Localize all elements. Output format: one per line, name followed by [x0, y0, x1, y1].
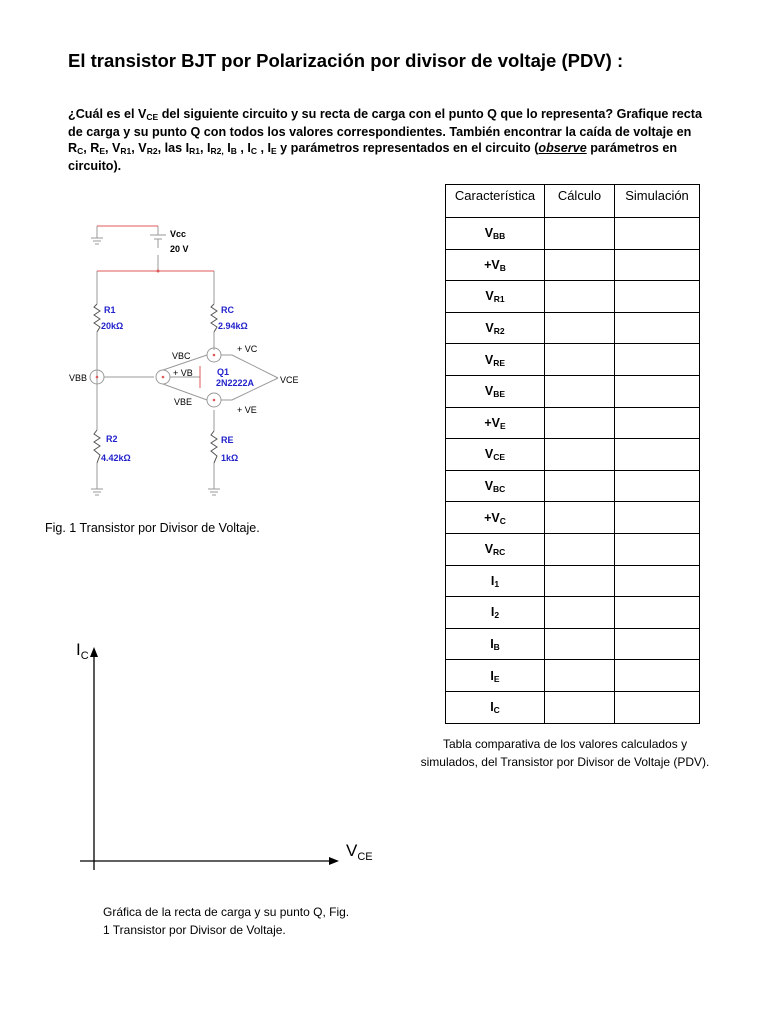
table-row	[446, 312, 700, 344]
simulacion-cell[interactable]	[615, 439, 700, 471]
table-row	[446, 565, 700, 597]
simulacion-cell[interactable]	[615, 218, 700, 250]
graph-caption: Gráfica de la recta de carga y su punto Q, Fig. 1 Transistor por Divisor de Voltaje.	[103, 905, 350, 937]
vce-label: VCE	[280, 375, 299, 385]
table-row	[446, 691, 700, 723]
simulacion-cell[interactable]	[615, 660, 700, 692]
simulacion-cell[interactable]	[615, 470, 700, 502]
calculo-cell[interactable]	[545, 249, 615, 281]
table-row	[446, 439, 700, 471]
calculo-cell[interactable]	[545, 439, 615, 471]
table-row	[446, 344, 700, 376]
calculo-cell[interactable]	[545, 691, 615, 723]
table-row	[446, 628, 700, 660]
comparison-table	[445, 184, 700, 724]
calculo-cell[interactable]	[545, 628, 615, 660]
simulacion-cell[interactable]	[615, 597, 700, 629]
simulacion-cell[interactable]	[615, 407, 700, 439]
page-title: El transistor BJT por Polarización por divisor de voltaje (PDV) :	[68, 50, 624, 71]
calculo-cell[interactable]	[545, 218, 615, 250]
vbc-label: VBC	[172, 351, 191, 361]
calculo-cell[interactable]	[545, 597, 615, 629]
calculo-cell[interactable]	[545, 502, 615, 534]
q1-label: Q1	[217, 367, 230, 377]
table-row	[446, 502, 700, 534]
row-label: $+V_C$	[446, 502, 545, 534]
calculo-cell[interactable]	[545, 470, 615, 502]
vbe-label: VBE	[174, 397, 193, 407]
row-label: $V_{BB}$	[446, 218, 545, 250]
vcc-value: 20 V	[170, 244, 189, 254]
rc-value: 2.94kΩ	[218, 321, 248, 331]
re-label: RE	[221, 435, 234, 445]
row-label: $V_{RC}$	[446, 533, 545, 565]
row-label: $V_{R1}$	[446, 281, 545, 313]
simulacion-cell[interactable]	[615, 502, 700, 534]
r2-label: R2	[106, 434, 118, 444]
vb-label: + VB	[173, 368, 193, 378]
vc-label: + VC	[237, 344, 258, 354]
r1-value: 20kΩ	[101, 321, 124, 331]
row-label: $+V_E$	[446, 407, 545, 439]
q1-model: 2N2222A	[216, 378, 255, 388]
table-row	[446, 533, 700, 565]
calculo-cell[interactable]	[545, 281, 615, 313]
row-label: $I_E$	[446, 660, 545, 692]
r2-value: 4.42kΩ	[101, 453, 131, 463]
table-row	[446, 249, 700, 281]
table-row	[446, 407, 700, 439]
vcc-label: Vcc	[170, 229, 187, 239]
calculo-cell[interactable]	[545, 375, 615, 407]
table-row	[446, 597, 700, 629]
row-label: $I_C$	[446, 691, 545, 723]
y-axis-label: $I_C$	[76, 640, 89, 662]
calculo-cell[interactable]	[545, 533, 615, 565]
header-calculo: Cálculo	[545, 185, 615, 218]
calculo-cell[interactable]	[545, 312, 615, 344]
figure-caption: Fig. 1 Transistor por Divisor de Voltaje.	[45, 521, 260, 535]
simulacion-cell[interactable]	[615, 281, 700, 313]
simulacion-cell[interactable]	[615, 375, 700, 407]
simulacion-cell[interactable]	[615, 565, 700, 597]
re-value: 1kΩ	[221, 453, 239, 463]
row-label: $V_{BC}$	[446, 470, 545, 502]
vbb-label: VBB	[69, 373, 88, 383]
table-row	[446, 375, 700, 407]
calculo-cell[interactable]	[545, 660, 615, 692]
header-caracteristica: Característica	[446, 185, 545, 218]
calculo-cell[interactable]	[545, 344, 615, 376]
simulacion-cell[interactable]	[615, 533, 700, 565]
row-label: $+V_B$	[446, 249, 545, 281]
simulacion-cell[interactable]	[615, 691, 700, 723]
calculo-cell[interactable]	[545, 407, 615, 439]
calculo-cell[interactable]	[545, 565, 615, 597]
table-caption: Tabla comparativa de los valores calculados y simulados, del Transistor por Divisor de Voltaje (PDV).	[420, 737, 710, 769]
row-label: $V_{R2}$	[446, 312, 545, 344]
table-row	[446, 470, 700, 502]
simulacion-cell[interactable]	[615, 628, 700, 660]
observe-emphasis: observe	[538, 141, 587, 155]
simulacion-cell[interactable]	[615, 249, 700, 281]
row-label: $V_{CE}$	[446, 439, 545, 471]
simulacion-cell[interactable]	[615, 344, 700, 376]
row-label: $I_2$	[446, 597, 545, 629]
rc-label: RC	[221, 305, 234, 315]
table-row	[446, 660, 700, 692]
r1-label: R1	[104, 305, 116, 315]
x-axis-label: $V_{CE}$	[346, 841, 373, 863]
question-text: ¿Cuál es el $V_{CE}$ del siguiente circuito y su recta de carga con el punto Q que lo representa? Grafique recta de carga y su punto Q con todos los valores correspondientes. También encontrar la caída de voltaje en $R_C$, $R_E$, $V_{R1}$, $V_{R2}$, las $I_{R1}$, $I_{R2,}$ $I_B$ , $I_C$ , $I_E$ y parámetros representados en el circuito (observe parámetros en circuito).	[68, 107, 702, 173]
header-simulacion: Simulación	[615, 185, 700, 218]
row-label: $I_1$	[446, 565, 545, 597]
simulacion-cell[interactable]	[615, 312, 700, 344]
table-row	[446, 218, 700, 250]
row-label: $I_B$	[446, 628, 545, 660]
row-label: $V_{BE}$	[446, 375, 545, 407]
ve-label: + VE	[237, 405, 257, 415]
row-label: $V_{RE}$	[446, 344, 545, 376]
table-row	[446, 281, 700, 313]
